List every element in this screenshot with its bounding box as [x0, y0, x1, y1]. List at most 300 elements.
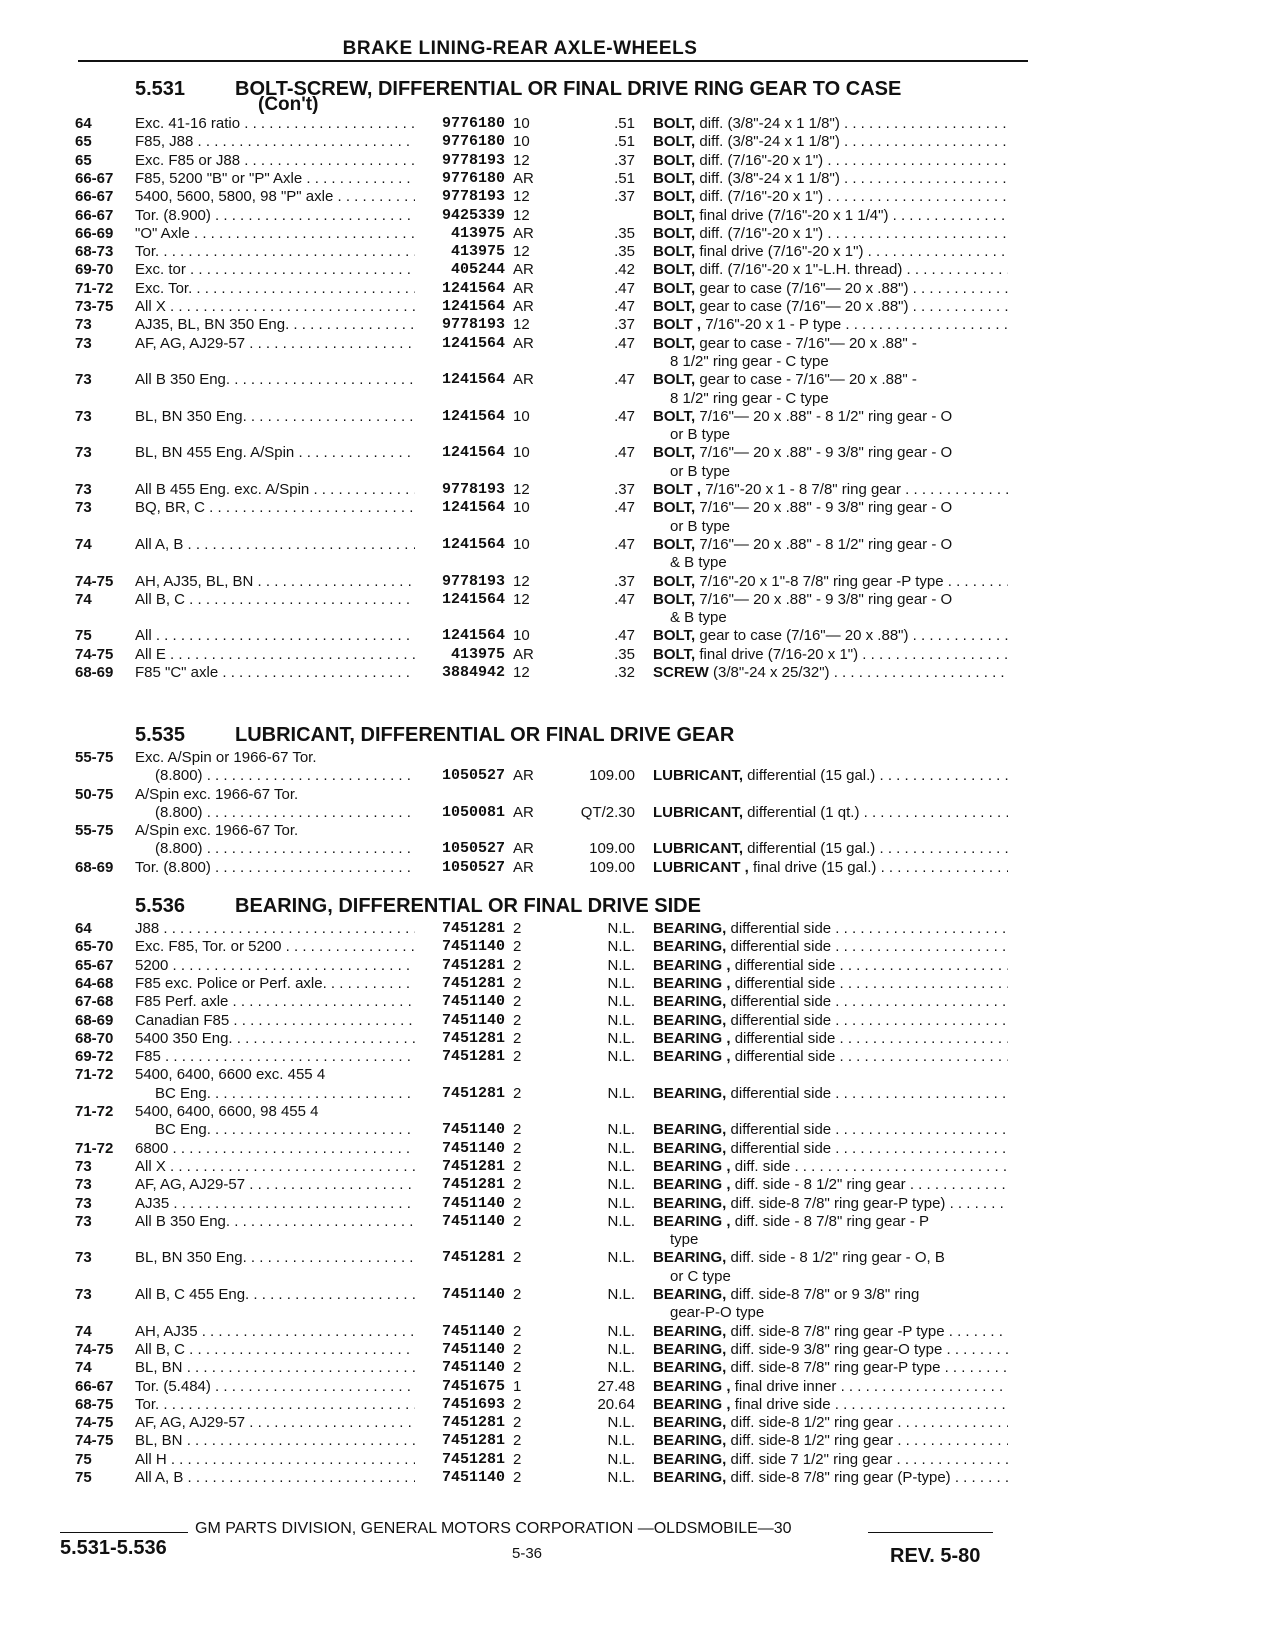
price: QT/2.30: [580, 803, 635, 821]
part-description: BEARING, differential side . . .: [653, 937, 1008, 956]
model-year: 68-75: [75, 1395, 114, 1413]
model-application: Exc. tor . . .: [135, 260, 470, 279]
model-application: All H . . .: [135, 1450, 470, 1469]
header-rule: [78, 60, 1028, 62]
model-application-cont: (8.800) . . .: [155, 839, 455, 858]
quantity: 2: [513, 938, 522, 956]
part-description: BEARING , differential side . . .: [653, 1029, 1008, 1048]
table-row: [75, 1212, 1035, 1231]
model-application: All B 350 Eng. . . .: [135, 1212, 470, 1231]
price: N.L.: [607, 920, 635, 937]
quantity: 12: [513, 206, 530, 224]
quantity: 2: [513, 1249, 522, 1267]
part-description: BEARING , differential side . . .: [653, 974, 1008, 993]
part-number: 413975: [415, 242, 505, 261]
part-number: 1050527: [415, 839, 505, 858]
table-row: [75, 858, 1035, 877]
model-year: 74: [75, 1322, 92, 1340]
quantity: 2: [513, 1084, 522, 1102]
part-number: 1050527: [415, 858, 505, 877]
model-application: All B 455 Eng. exc. A/Spin . . .: [135, 480, 470, 499]
part-description: BEARING, differential side . . .: [653, 919, 1008, 938]
part-name: BEARING,: [653, 938, 731, 956]
price: .47: [614, 535, 635, 553]
model-year: 71-72: [75, 1066, 114, 1084]
part-number: 7451281: [415, 974, 505, 993]
model-application: F85, J88 . . .: [135, 132, 470, 151]
quantity: 10: [513, 627, 530, 645]
model-year: 68-69: [75, 664, 114, 681]
model-year: 73: [75, 371, 92, 389]
part-number: 9778193: [415, 187, 505, 206]
price: 109.00: [589, 840, 635, 858]
part-number: 413975: [415, 224, 505, 243]
price: .37: [614, 188, 635, 206]
quantity: 12: [513, 316, 530, 334]
part-description: BOLT, diff. (7/16"-20 x 1") . . .: [653, 151, 1008, 170]
price: .37: [614, 481, 635, 498]
footer-page-number: 5-36: [512, 1545, 543, 1562]
section-number: 5.536: [135, 895, 186, 917]
part-number: 7451693: [415, 1395, 505, 1414]
table-row: [75, 1248, 1035, 1267]
part-number: 7451140: [415, 1194, 505, 1213]
part-description: BOLT, gear to case (7/16"— 20 x .88") . . .: [653, 626, 1008, 645]
model-year: 69-72: [75, 1048, 114, 1066]
part-name: BOLT,: [653, 334, 700, 352]
part-name: BEARING,: [653, 1432, 731, 1450]
quantity: 2: [513, 1286, 522, 1303]
quantity: AR: [513, 803, 534, 821]
price: .47: [614, 407, 635, 425]
part-description: BOLT, gear to case - 7/16"— 20 x .88" -: [653, 334, 917, 352]
model-application: F85 . . .: [135, 1047, 470, 1066]
part-number: 1241564: [415, 535, 505, 554]
description-continuation: gear-P-O type: [670, 1304, 765, 1322]
model-application: Tor. . . .: [135, 1395, 470, 1414]
quantity: 2: [513, 993, 522, 1011]
model-year: 65-70: [75, 938, 114, 956]
part-number: 413975: [415, 645, 505, 664]
part-number: 7451281: [415, 1450, 505, 1469]
model-year: 68-69: [75, 858, 114, 876]
part-description: BOLT, 7/16"— 20 x .88" - 8 1/2" ring gear - O: [653, 407, 953, 425]
price: .51: [614, 133, 635, 151]
model-year: 75: [75, 627, 92, 645]
model-application: All X . . .: [135, 1157, 470, 1176]
part-name: BEARING ,: [653, 956, 735, 974]
quantity: AR: [513, 261, 534, 279]
model-year: 75: [75, 1450, 92, 1468]
quantity: 1: [513, 1377, 522, 1395]
model-year: 74-75: [75, 1414, 114, 1432]
part-description: BOLT , 7/16"-20 x 1 - 8 7/8" ring gear . . .: [653, 480, 1008, 499]
model-year: 73: [75, 1194, 92, 1212]
price: N.L.: [607, 993, 635, 1011]
part-name: BEARING,: [653, 1194, 731, 1212]
quantity: AR: [513, 169, 534, 187]
model-year: 55-75: [75, 822, 114, 840]
part-description: BOLT, final drive (7/16"-20 x 1") . . .: [653, 242, 1008, 261]
model-year: 73: [75, 1286, 92, 1303]
part-number: 7451140: [415, 1139, 505, 1158]
part-number: 1241564: [415, 297, 505, 316]
price: .37: [614, 316, 635, 334]
table-row: [75, 956, 1035, 975]
model-year: 71-72: [75, 1103, 114, 1120]
part-name: BOLT,: [653, 444, 700, 462]
part-description: SCREW (3/8"-24 x 25/32") . . .: [653, 663, 1008, 682]
table-row: [75, 187, 1035, 206]
section-heading: [135, 78, 901, 101]
quantity: 2: [513, 1469, 522, 1486]
quantity: AR: [513, 645, 534, 663]
model-application: Tor. . . .: [135, 242, 470, 261]
price: .42: [614, 261, 635, 279]
table-row: [75, 1175, 1035, 1194]
model-application: AF, AG, AJ29-57 . . .: [135, 334, 470, 353]
description-continuation: 8 1/2" ring gear - C type: [670, 352, 829, 370]
quantity: 2: [513, 1157, 522, 1175]
part-number: 7451281: [415, 919, 505, 938]
part-description: BEARING , diff. side - 8 7/8" ring gear - P: [653, 1212, 929, 1230]
model-year: 68-73: [75, 243, 114, 261]
part-description: BEARING , final drive side . . .: [653, 1395, 1008, 1414]
model-year: 73: [75, 316, 92, 334]
model-application: 5400 350 Eng. . . .: [135, 1029, 470, 1048]
part-name: BEARING,: [653, 1139, 731, 1157]
part-number: 7451140: [415, 1340, 505, 1359]
part-number: 7451140: [415, 1011, 505, 1030]
part-description: BEARING , differential side . . .: [653, 1047, 1008, 1066]
part-name: BOLT,: [653, 371, 700, 389]
price: .35: [614, 645, 635, 663]
quantity: 10: [513, 444, 530, 462]
part-description: BEARING, diff. side-8 7/8" ring gear -P type . . .: [653, 1322, 1008, 1341]
model-year: 69-70: [75, 261, 114, 279]
part-name: BOLT,: [653, 206, 700, 224]
model-application: J88 . . .: [135, 919, 470, 938]
quantity: 2: [513, 1121, 522, 1139]
model-year: 74-75: [75, 1432, 114, 1450]
part-number: 1241564: [415, 626, 505, 645]
description-continuation: or B type: [670, 517, 731, 535]
model-year: 68-69: [75, 1011, 114, 1029]
quantity: AR: [513, 767, 534, 785]
part-description: BEARING, diff. side-8 1/2" ring gear . . .: [653, 1413, 1008, 1432]
model-year: 73: [75, 1176, 92, 1194]
table-row: [75, 1029, 1035, 1048]
price: 20.64: [597, 1395, 635, 1413]
section-title: BEARING, DIFFERENTIAL OR FINAL DRIVE SIDE: [235, 895, 701, 917]
table-row: [75, 785, 1035, 821]
section-title: LUBRICANT, DIFFERENTIAL OR FINAL DRIVE GEAR: [235, 724, 735, 746]
table-row: [75, 1102, 1035, 1139]
quantity: 12: [513, 664, 530, 681]
model-application: All X . . .: [135, 297, 470, 316]
quantity: AR: [513, 279, 534, 297]
part-number: 9778193: [415, 480, 505, 499]
part-number: 7451140: [415, 1212, 505, 1231]
model-application: F85, 5200 "B" or "P" Axle . . .: [135, 169, 470, 188]
part-name: BEARING ,: [653, 1048, 735, 1066]
quantity: 2: [513, 1359, 522, 1377]
part-description: BOLT, final drive (7/16"-20 x 1 1/4") . . .: [653, 206, 1008, 225]
part-number: 7451281: [415, 1431, 505, 1450]
quantity: 2: [513, 1212, 522, 1230]
part-name: BOLT,: [653, 645, 700, 663]
part-name: BOLT,: [653, 224, 700, 242]
footer-section-range: 5.531-5.536: [60, 1537, 167, 1559]
table-row: [75, 535, 1035, 554]
quantity: 2: [513, 1432, 522, 1450]
part-name: BEARING,: [653, 1359, 731, 1377]
table-row: [75, 132, 1035, 151]
part-name: BEARING ,: [653, 1212, 735, 1230]
part-description: LUBRICANT, differential (1 qt.) . . .: [653, 803, 1008, 822]
quantity: 12: [513, 572, 530, 590]
table-row: [75, 1431, 1035, 1450]
part-name: BEARING,: [653, 1414, 731, 1432]
description-continuation: type: [670, 1231, 699, 1249]
part-number: 7451281: [415, 1084, 505, 1103]
model-application: AJ35, BL, BN 350 Eng. . . .: [135, 315, 470, 334]
part-name: BEARING ,: [653, 1377, 735, 1395]
table-row: [75, 1377, 1035, 1396]
price: N.L.: [607, 1084, 635, 1102]
price: N.L.: [607, 938, 635, 956]
part-description: BOLT, diff. (3/8"-24 x 1 1/8") . . .: [653, 169, 1008, 188]
quantity: 2: [513, 1395, 522, 1413]
part-number: 9778193: [415, 151, 505, 170]
section-title: BOLT-SCREW, DIFFERENTIAL OR FINAL DRIVE RING GEAR TO CASE: [235, 78, 902, 100]
part-name: BOLT,: [653, 572, 700, 590]
part-number: 7451281: [415, 1157, 505, 1176]
part-name: SCREW: [653, 664, 713, 681]
part-name: BOLT,: [653, 169, 700, 187]
model-year: 71-72: [75, 279, 114, 297]
model-year: 75: [75, 1469, 92, 1486]
model-application: All A, B . . .: [135, 535, 470, 554]
price: N.L.: [607, 1048, 635, 1066]
part-name: BOLT,: [653, 298, 700, 315]
description-continuation: or C type: [670, 1267, 731, 1285]
table-row: [75, 1450, 1035, 1469]
price: .47: [614, 371, 635, 389]
model-year: 64: [75, 920, 92, 937]
part-number: 405244: [415, 260, 505, 279]
part-number: 1050527: [415, 766, 505, 785]
part-name: BOLT,: [653, 188, 700, 206]
quantity: 12: [513, 481, 530, 498]
part-number: 1241564: [415, 443, 505, 462]
price: .47: [614, 298, 635, 315]
part-description: BOLT, diff. (7/16"-20 x 1"-L.H. thread) . . .: [653, 260, 1008, 279]
quantity: 2: [513, 1176, 522, 1194]
model-application: AF, AG, AJ29-57 . . .: [135, 1413, 470, 1432]
part-number: 7451281: [415, 1413, 505, 1432]
quantity: 2: [513, 1414, 522, 1432]
part-number: 9776180: [415, 114, 505, 133]
quantity: 10: [513, 133, 530, 151]
part-number: 7451140: [415, 1358, 505, 1377]
model-year: 73: [75, 499, 92, 517]
model-application: AH, AJ35, BL, BN . . .: [135, 572, 470, 591]
model-year: 65: [75, 151, 92, 169]
part-number: 1241564: [415, 407, 505, 426]
part-number: 9778193: [415, 315, 505, 334]
model-year: 73: [75, 407, 92, 425]
model-application: 5400, 5600, 5800, 98 "P" axle . . .: [135, 187, 470, 206]
part-name: BOLT,: [653, 407, 700, 425]
part-name: BEARING ,: [653, 1176, 735, 1194]
table-row: [75, 937, 1035, 956]
price: N.L.: [607, 1359, 635, 1377]
table-row: [75, 315, 1035, 334]
price: N.L.: [607, 1212, 635, 1230]
part-description: BOLT, final drive (7/16-20 x 1") . . .: [653, 645, 1008, 664]
price: N.L.: [607, 1469, 635, 1486]
model-year: 73: [75, 481, 92, 498]
section-heading: [135, 724, 734, 747]
table-row: [75, 821, 1035, 858]
price: N.L.: [607, 956, 635, 974]
table-row: [75, 169, 1035, 188]
price: .47: [614, 279, 635, 297]
model-application: BL, BN . . .: [135, 1431, 470, 1450]
part-number: 9776180: [415, 132, 505, 151]
model-application: Tor. (5.484) . . .: [135, 1377, 470, 1396]
model-year: 66-67: [75, 169, 114, 187]
part-number: 1241564: [415, 590, 505, 609]
table-row: [75, 1413, 1035, 1432]
model-application: Exc. F85, Tor. or 5200 . . .: [135, 937, 470, 956]
table-row: [75, 1322, 1035, 1341]
part-description: BEARING, diff. side-8 7/8" ring gear (P-type) . . .: [653, 1468, 1008, 1487]
table-row: [75, 919, 1035, 938]
quantity: 12: [513, 188, 530, 206]
table-row: [75, 498, 1035, 517]
table-row: [75, 279, 1035, 298]
model-application-cont: (8.800) . . .: [155, 766, 455, 785]
part-description: BEARING, diff. side-8 7/8" ring gear-P type . . .: [653, 1358, 1008, 1377]
quantity: 2: [513, 1048, 522, 1066]
model-application: All B 350 Eng. . . .: [135, 370, 470, 389]
model-application: AH, AJ35 . . .: [135, 1322, 470, 1341]
model-year: 68-70: [75, 1029, 114, 1047]
price: 109.00: [589, 858, 635, 876]
part-name: BEARING,: [653, 1340, 731, 1358]
quantity: 2: [513, 920, 522, 937]
description-continuation: 8 1/2" ring gear - C type: [670, 389, 829, 407]
price: N.L.: [607, 1249, 635, 1267]
quantity: 10: [513, 115, 530, 132]
model-application: All B, C . . .: [135, 590, 470, 609]
model-application: "O" Axle . . .: [135, 224, 470, 243]
price: .51: [614, 115, 635, 132]
part-name: BEARING ,: [653, 974, 735, 992]
part-description: BEARING, differential side . . .: [653, 1120, 1008, 1139]
table-row: [75, 1340, 1035, 1359]
part-description: BOLT, diff. (3/8"-24 x 1 1/8") . . .: [653, 114, 1008, 133]
quantity: 2: [513, 1011, 522, 1029]
model-application-cont: BC Eng. . . .: [155, 1084, 455, 1103]
table-row: [75, 1047, 1035, 1066]
table-row: [75, 1157, 1035, 1176]
part-description: BEARING, differential side . . .: [653, 992, 1008, 1011]
model-year: 74: [75, 590, 92, 608]
part-number: 9776180: [415, 169, 505, 188]
quantity: 10: [513, 407, 530, 425]
model-application: All B, C . . .: [135, 1340, 470, 1359]
part-description: BEARING, diff. side 7 1/2" ring gear . . .: [653, 1450, 1008, 1469]
model-application: BL, BN . . .: [135, 1358, 470, 1377]
price: .37: [614, 151, 635, 169]
description-continuation: or B type: [670, 426, 731, 444]
model-application: AJ35 . . .: [135, 1194, 470, 1213]
table-row: [75, 645, 1035, 664]
footer-revision: REV. 5-80: [890, 1545, 981, 1567]
part-description: BOLT, 7/16"— 20 x .88" - 9 3/8" ring gear - O: [653, 444, 953, 462]
part-description: BEARING, diff. side-8 7/8" or 9 3/8" ring: [653, 1286, 920, 1303]
model-application: AF, AG, AJ29-57 . . .: [135, 1175, 470, 1194]
price: N.L.: [607, 1414, 635, 1432]
part-name: BEARING ,: [653, 1395, 735, 1413]
part-number: 7451281: [415, 1175, 505, 1194]
model-year: 50-75: [75, 785, 114, 803]
part-description: BOLT, 7/16"-20 x 1"-8 7/8" ring gear -P type . . .: [653, 572, 1008, 591]
part-number: 1050081: [415, 803, 505, 822]
description-continuation: & B type: [670, 609, 727, 627]
part-number: 7451281: [415, 956, 505, 975]
model-year: 74: [75, 535, 92, 553]
part-description: BEARING , final drive inner . . .: [653, 1377, 1008, 1396]
part-name: BEARING,: [653, 1469, 731, 1486]
model-application: BQ, BR, C . . .: [135, 498, 470, 517]
part-name: BOLT ,: [653, 481, 706, 498]
part-description: BOLT, diff. (3/8"-24 x 1 1/8") . . .: [653, 132, 1008, 151]
model-year: 66-67: [75, 1377, 114, 1395]
table-row: [75, 151, 1035, 170]
model-application: BL, BN 350 Eng. . . .: [135, 407, 470, 426]
model-application: Exc. F85 or J88 . . .: [135, 151, 470, 170]
model-year: 64-68: [75, 974, 114, 992]
footer-rule-right: [868, 1532, 993, 1533]
model-year: 74: [75, 1359, 92, 1377]
part-description: BOLT, gear to case (7/16"— 20 x .88") . . .: [653, 297, 1008, 316]
table-row: [75, 1011, 1035, 1030]
table-row: [75, 242, 1035, 261]
part-number: 7451281: [415, 1248, 505, 1267]
part-name: BEARING,: [653, 1322, 731, 1340]
part-number: 1241564: [415, 498, 505, 517]
model-application: Exc. Tor. . . .: [135, 279, 470, 298]
model-application-cont: BC Eng. . . .: [155, 1120, 455, 1139]
price: N.L.: [607, 1176, 635, 1194]
table-row: [75, 748, 1035, 785]
quantity: AR: [513, 298, 534, 315]
part-description: BEARING , differential side . . .: [653, 956, 1008, 975]
model-application: BL, BN 455 Eng. A/Spin . . .: [135, 443, 470, 462]
part-name: BOLT,: [653, 499, 700, 517]
section-number: 5.531: [135, 78, 186, 100]
part-description: BEARING, diff. side-8 7/8" ring gear-P type) . . .: [653, 1194, 1008, 1213]
part-number: 1241564: [415, 279, 505, 298]
model-application: Tor. (8.900) . . .: [135, 206, 470, 225]
price: .51: [614, 169, 635, 187]
model-application: F85 Perf. axle . . .: [135, 992, 470, 1011]
part-name: LUBRICANT,: [653, 840, 748, 858]
